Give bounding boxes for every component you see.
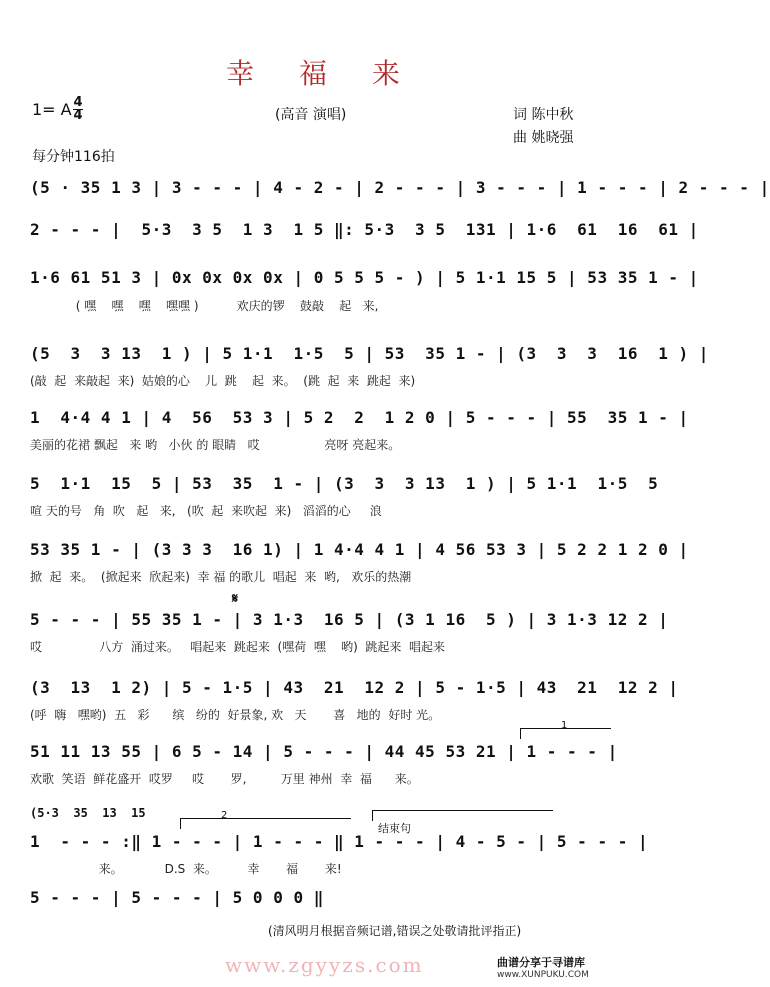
segno-sign: 𝄋 xyxy=(232,591,239,607)
lyric-line-7: 掀 起 来。 (掀起来 欣起来) 幸 福 的歌儿 唱起 来 哟, 欢乐的热潮 xyxy=(30,570,412,584)
score-system-10: 51 11 13 55 | 6 5 - 14 | 5 - - - | 44 45 53 21 | 1 - - - | xyxy=(30,742,618,761)
lyric-line-11: 来。 D.S 来。 幸 福 来! xyxy=(30,862,342,876)
transcription-footnote: (清风明月根据音频记谱,错误之处敬请批评指正) xyxy=(268,924,522,938)
lyric-line-6: 喧 天的号 角 吹 起 来, (吹 起 来吹起 来) 滔滔的心 浪 xyxy=(30,504,382,518)
performer: (高音 演唱) xyxy=(275,107,347,123)
lyric-line-9: (呼 嗨 嘿哟) 五 彩 缤 纷的 好景象, 欢 天 喜 地的 好时 光。 xyxy=(30,708,441,722)
volta-1-label: 1 xyxy=(561,720,568,731)
lyric-line-4: (敲 起 来敲起 来) 姑娘的心 儿 跳 起 来。 (跳 起 来 跳起 来) xyxy=(30,374,416,388)
score-system-5: 1 4·4 4 1 | 4 56 53 3 | 5 2 2 1 2 0 | 5 - - - | 55 35 1 - | xyxy=(30,408,689,427)
volta-2-label: 2 xyxy=(221,810,228,821)
score-system-11: 1 - - - :‖ 1 - - - | 1 - - - ‖ 1 - - - | 4 - 5 - | 5 - - - | xyxy=(30,832,649,851)
score-system-4: (5 3 3 13 1 ) | 5 1·1 1·5 5 | 53 35 1 - | (3 3 3 16 1 ) | xyxy=(30,344,709,363)
ending-label: 结束句 xyxy=(378,822,411,835)
time-signature-bottom: 4 xyxy=(73,108,83,123)
score-system-1: (5 · 35 1 3 | 3 - - - | 4 - 2 - | 2 - - - | 3 - - - | 1 - - - | 2 - - - | xyxy=(30,178,770,197)
score-system-9: (3 13 1 2) | 5 - 1·5 | 43 21 12 2 | 5 - 1·5 | 43 21 12 2 | xyxy=(30,678,679,697)
score-system-6: 5 1·1 15 5 | 53 35 1 - | (3 3 3 13 1 ) | 5 1·1 1·5 5 xyxy=(30,474,659,493)
score-system-7: 53 35 1 - | (3 3 3 16 1) | 1 4·4 4 1 | 4 56 53 3 | 5 2 2 1 2 0 | xyxy=(30,540,689,559)
lyricist: 词 陈中秋 xyxy=(513,107,574,123)
score-system-2: 2 - - - | 5·3 3 5 1 3 1 5 ‖: 5·3 3 5 131 | 1·6 61 16 61 | xyxy=(30,220,699,239)
score-system-3: 1·6 61 51 3 | 0x 0x 0x 0x | 0 5 5 5 - ) | 5 1·1 15 5 | 53 35 1 - | xyxy=(30,268,699,287)
composer: 曲 姚晓强 xyxy=(513,130,574,146)
lyric-line-5: 美丽的花裙 飘起 来 哟 小伙 的 眼睛 哎 亮呀 亮起来。 xyxy=(30,438,401,452)
reference-phrase: (5·3 35 13 15 xyxy=(30,806,146,820)
volta-1-bracket xyxy=(520,720,611,739)
watermark: www.zgyyzs.com xyxy=(225,953,424,977)
tempo-marking: 每分钟116拍 xyxy=(32,149,115,165)
share-site: www.XUNPUKU.COM xyxy=(497,970,589,980)
share-credit: 曲谱分享于寻谱库 xyxy=(497,956,585,969)
song-title: 幸 福 来 xyxy=(226,57,418,90)
volta-2-bracket xyxy=(180,810,351,829)
key-signature: 1= A xyxy=(32,100,72,119)
time-signature xyxy=(73,97,83,122)
score-system-8: 5 - - - | 55 35 1 - | 3 1·3 16 5 | (3 1 16 5 ) | 3 1·3 12 2 | xyxy=(30,610,669,629)
lyric-line-3: ( 嘿 嘿 嘿 嘿嘿 ) 欢庆的锣 鼓敲 起 来, xyxy=(30,299,379,313)
lyric-line-10: 欢歌 笑语 鲜花盛开 哎罗 哎 罗, 万里 神州 幸 福 来。 xyxy=(30,772,419,786)
lyric-line-8: 哎 八方 涌过来。 唱起来 跳起来 (嘿荷 嘿 哟) 跳起来 唱起来 xyxy=(30,640,446,654)
score-system-12: 5 - - - | 5 - - - | 5 0 0 0 ‖ xyxy=(30,888,324,907)
time-signature-top: 4 xyxy=(73,95,83,110)
